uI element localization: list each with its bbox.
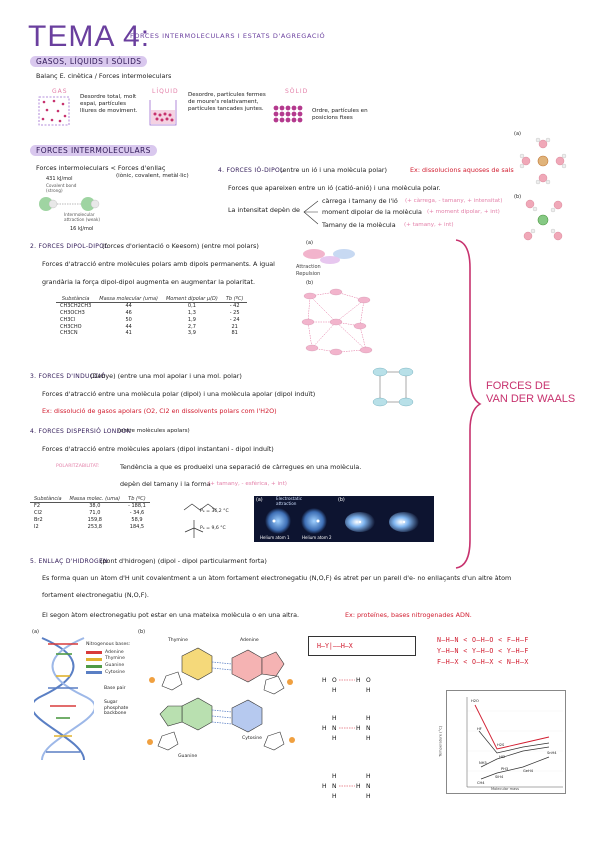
table-cell: 71,0 [89,510,101,516]
table-cell: 159,8 [87,516,102,523]
cation-water-diagram [518,136,568,186]
covalent-bond-label: Covalent bond (strong) [46,183,77,194]
page-title: TEMA 4: [28,20,151,53]
svg-text:H: H [366,735,371,742]
hydrogen-bond-line3: El segon àtom electronegatiu pot estar en una mateixa molècula o en una altra. [42,611,300,619]
table-cell: 21 [231,323,238,330]
svg-text:N: N [366,783,371,790]
table-cell: 38,0 [89,503,101,510]
graph-label-snh4: SnH4 [547,751,557,755]
page-subtitle: FORCES INTERMOLECULARS I ESTATS D'AGREGACIÓ [130,32,326,40]
section-band-gasos: GASOS, LÍQUIDS I SÒLIDS [30,56,147,67]
legend-title: Nitrogenous bases: [86,642,131,647]
table-cell: 46 [125,310,132,316]
solid-label: SÒLID [285,88,309,95]
svg-text:N: N [366,725,371,732]
legend-rows [86,650,130,676]
van-der-waals-brace [452,238,482,570]
svg-text:H: H [332,735,337,742]
polarizability-description: Tendència a que es produeixi una separació de càrregues en una molècula. [120,463,362,471]
dna-fig-b-label: (b) [138,629,146,635]
dipole-col-substance: Substància [56,296,95,303]
guanine-label: Guanine [178,754,198,759]
strength-row-1: N—H—N < O—H—O < F—H—F [437,636,529,644]
electrostatic-attraction-label: Electrostatic attraction [276,496,303,506]
table-row [30,503,150,510]
legend-label: Guanine [105,663,125,669]
table-row [56,317,247,324]
ion-fig-b-label: (b) [514,194,522,200]
svg-text:H: H [322,677,327,684]
hydrogen-bond-line1: Es forma quan un àtom d'H unit covalentment a un àtom fortament electronegatiu (N,O,F) és atret per un parell d'e- no enllaçants d'un altre àtom [42,574,512,582]
legend-swatch [86,651,102,654]
graph-label-ph3: PH3 [501,767,509,771]
london-col-mass: Massa molec. (uma) [66,496,125,503]
svg-text:H: H [356,783,361,790]
boiling-point-plot [447,691,567,795]
table-row [56,310,247,317]
hydrogen-bond-structures [320,672,380,832]
table-cell: 2,7 [187,323,196,330]
helium-fig-a-label: (a) [256,498,263,503]
london-col-bp: Tb (ºC) [124,496,150,503]
london-title: 4. FORCES DISPERSIÓ LONDON [30,428,132,435]
legend-label: Adenine [105,649,124,655]
intermolecular-attraction-label: Intermolecular attraction (weak) [64,212,101,223]
legend-item [86,650,130,656]
table-cell: F2 [34,503,41,510]
induction-title: 3. FORCES D'INDUCCIÓ [30,373,106,380]
table-cell: 50 [125,316,132,323]
hydrogen-bond-line2: fortament electronegatiu (N,O,F). [42,591,149,599]
table-cell: CH3OCH3 [60,310,85,316]
induction-example: Ex: dissolució de gasos apolars (O2, Cl2 en dissolvents polars com l'H2O) [42,407,277,415]
svg-text:H: H [366,715,371,722]
repulsion-label: Repulsion [296,271,321,277]
table-cell: 1,3 [187,310,196,316]
helium-dispersion-figure [254,496,434,542]
dipole-dipole-title: 2. FORCES DIPOL-DIPOL [30,243,108,250]
bond-strength-comparison [437,636,529,670]
liquid-particles-diagram [148,98,178,128]
boiling-point-graph [438,690,566,794]
thymine-label: Thymine [168,638,188,643]
legend-item [86,663,130,669]
london-line1: Forces d'atracció entre molècules apolars (dipol instantani - dipol induït) [42,445,274,453]
covalent-energy: 431 kJ/mol [46,176,73,182]
dipole-lattice-diagram [300,286,374,360]
table-cell: CH3Cl [60,316,76,323]
svg-text:O: O [332,677,337,684]
liquid-description: Desordre, partícules fermes de moure's relativament, partícules tancades juntes. [188,92,266,112]
helium-atom-1-label: Helium atom 1 [260,535,290,540]
legend-label: Cytosine [105,669,125,675]
svg-text:H: H [332,773,337,780]
graph-label-hf: HF [477,727,482,731]
intensity-brace [300,198,320,228]
dipole-dipole-line1: Forces d'atracció entre molècules polars amb dipols permanents. A igual [42,260,275,268]
table-cell: 253,8 [87,523,102,530]
van-der-waals-label [486,380,575,406]
hyx-box [308,636,416,656]
dipole-col-moment: Moment dipolar μ(D) [162,296,222,303]
table-cell: 1,9 [187,316,196,323]
dipole-col-mass: Massa molecular (uma) [95,296,162,303]
svg-text:H: H [356,725,361,732]
forces-comparison: Forces intermoleculars < Forces d'enllaç [36,164,166,172]
strength-row-2: Y—H—N < Y—H—O < Y—H—F [437,647,529,656]
svg-text:H: H [366,687,371,694]
graph-label-nh3: NH3 [479,761,487,765]
table-row [56,324,247,331]
graph-x-label: Molecular mass [491,787,520,791]
dipole-dipole-subtitle: (forces d'orientació o Keesom) (entre mol polars) [102,242,259,250]
table-cell: Cl2 [34,510,43,516]
table-row [30,517,150,524]
polarizability-depends-note: (+ tamany, - esfèrica, + int) [208,481,287,487]
dependency-2: moment dipolar de la molècula [322,208,422,216]
hydrogen-bond-subtitle: (pont d'hidrogen) (dipol - dipol particularment forta) [100,557,267,565]
hyx-formula: H—Y|——H—X [317,642,353,650]
table-row [56,330,247,337]
table-cell: - 24 [229,316,240,323]
svg-text:H: H [356,677,361,684]
graph-label-h2o: H2O [471,699,479,703]
pentane-boiling-point: Pₑ = 36,2 °C [200,509,229,514]
dipole-table [56,296,247,337]
table-cell: CH3CN [60,330,78,337]
legend-item [86,670,130,676]
dna-fig-a-label: (a) [32,629,39,635]
adenine-label: Adenine [240,638,259,643]
ion-dipole-title: 4. FORCES IÓ-DIPOL [218,167,284,174]
dna-helix-diagram [34,636,94,762]
table-cell: CH3CH2CH3 [60,303,92,310]
graph-label-geh4: GeH4 [523,769,533,773]
london-table [30,496,150,530]
van-der-waals-label-line1: FORCES DE [486,380,551,392]
svg-text:H: H [366,773,371,780]
solid-description: Ordre, partícules en posicions fixes [312,108,368,121]
anion-water-diagram [518,196,568,244]
svg-text:N: N [332,725,337,732]
section-band-forces: FORCES INTERMOLECULARS [30,145,157,156]
graph-label-h2s: H2S [497,743,505,747]
van-der-waals-label-line2: VAN DER WAALS [486,393,576,406]
dipole-fig-a-label: (a) [306,240,313,246]
svg-text:H: H [332,793,337,800]
table-cell: 44 [125,303,132,310]
dependency-1: càrrega i tamany de l'ió [322,197,398,205]
table-cell: 41 [125,330,132,337]
strength-row-3: F—H—X < O—H—X < N—H—X [437,658,529,667]
table-cell: 81 [231,330,238,337]
legend-swatch [86,658,102,661]
svg-text:H: H [332,715,337,722]
bond-types: (iònic, covalent, metàl·lic) [116,173,189,179]
dipole-col-bp: Tb (ºC) [222,296,248,303]
intensity-label: La intensitat depèn de [228,206,300,214]
dipole-pair-diagram [300,246,368,266]
base-pairing-diagram [142,636,300,766]
legend-item [86,656,130,662]
helium-atom-2-label: Helium atom 2 [302,535,332,540]
table-cell: 44 [125,323,132,330]
pentane-isomers-diagram [180,496,250,544]
legend-swatch [86,665,102,668]
induction-line1: Forces d'atracció entre una molècula polar (dipol) i una molècula apolar (dipol induït) [42,390,316,398]
gas-particles-diagram [38,96,70,126]
neopentane-boiling-point: Pₑ = 9,6 °C [200,526,226,531]
dependency-3: Tamany de la molècula [322,221,396,229]
polarizability-depends: depèn del tamany i la forma [120,480,211,488]
table-cell: 58,9 [131,516,143,523]
hydrogen-bond-title: 5. ENLLAÇ D'HIDROGEN [30,558,108,565]
svg-text:H: H [322,783,327,790]
svg-text:H: H [332,687,337,694]
dependency-3-note: (+ tamany, + int) [404,222,454,228]
graph-label-hcl: HCl [499,755,506,759]
gas-label: GAS [52,88,68,95]
table-cell: 3,9 [187,330,196,337]
svg-text:O: O [366,677,371,684]
table-row [30,524,150,531]
table-cell: - 25 [229,310,240,316]
svg-text:H: H [322,725,327,732]
ion-dipole-example: Ex: dissolucions aquoses de sals [410,166,514,174]
helium-fig-b-label: (b) [338,498,345,503]
table-cell: 184,5 [129,523,145,530]
dipole-dipole-line2: grandària la força dipol-dipol augmenta en augmentar la polaritat. [42,278,256,286]
table-cell: - 188,1 [128,503,146,510]
ion-fig-a-label: (a) [514,131,521,137]
liquid-label: LÍQUID [152,88,179,95]
ion-dipole-definition: Forces que apareixen entre un ió (catió-anió) i una molècula polar. [228,184,441,192]
table-row [30,510,150,517]
dependency-1-note: (+ càrrega, - tamany, + intensitat) [405,198,503,204]
dipole-table-header [56,296,247,303]
svg-text:N: N [332,783,337,790]
solid-particles-diagram [272,104,306,128]
legend-swatch [86,671,102,674]
graph-y-label: Temperature (°C) [438,725,443,757]
attraction-label: Attraction [296,264,321,270]
graph-label-ch4: CH4 [477,781,485,785]
graph-label-sih4: SiH4 [495,775,504,779]
hcl-molecules-diagram [36,194,116,214]
polarizability-label: POLARITZABILITAT: [56,464,100,469]
legend-label: Thymine [105,656,125,662]
table-cell: 0,1 [187,303,196,310]
balance-line: Balanç E. cinètica / Forces intermoleculars [36,72,172,80]
london-col-substance: Substància [30,496,66,503]
london-table-header [30,496,150,503]
svg-text:H: H [366,793,371,800]
base-pair-label: Base pair [104,686,126,691]
gas-description: Desordre total, molt espai, partícules lliures de moviment. [80,94,138,114]
cytosine-label: Cytosine [242,736,262,741]
dipole-fig-b-label: (b) [306,280,314,286]
table-cell: - 42 [229,303,240,310]
dna-legend [86,642,130,677]
table-cell: - 34,6 [129,510,145,516]
backbone-label: Sugar phosphate backbone [104,700,129,717]
hydrogen-bond-example: Ex: proteïnes, bases nitrogenades ADN. [345,611,472,619]
london-subtitle: (entre molècules apolars) [118,428,190,434]
table-cell: I2 [34,523,39,530]
induced-dipole-diagram [370,364,416,410]
intermolecular-energy: 16 kJ/mol [70,226,94,232]
table-row [56,303,247,310]
ion-dipole-desc: (entre un ió i una molècula polar) [280,166,388,174]
induction-subtitle: (Debye) (entre una mol apolar i una mol. polar) [90,372,242,380]
table-cell: Br2 [34,516,43,523]
dependency-2-note: (+ moment dipolar, + int) [427,209,500,215]
table-cell: CH3CHO [60,323,82,330]
